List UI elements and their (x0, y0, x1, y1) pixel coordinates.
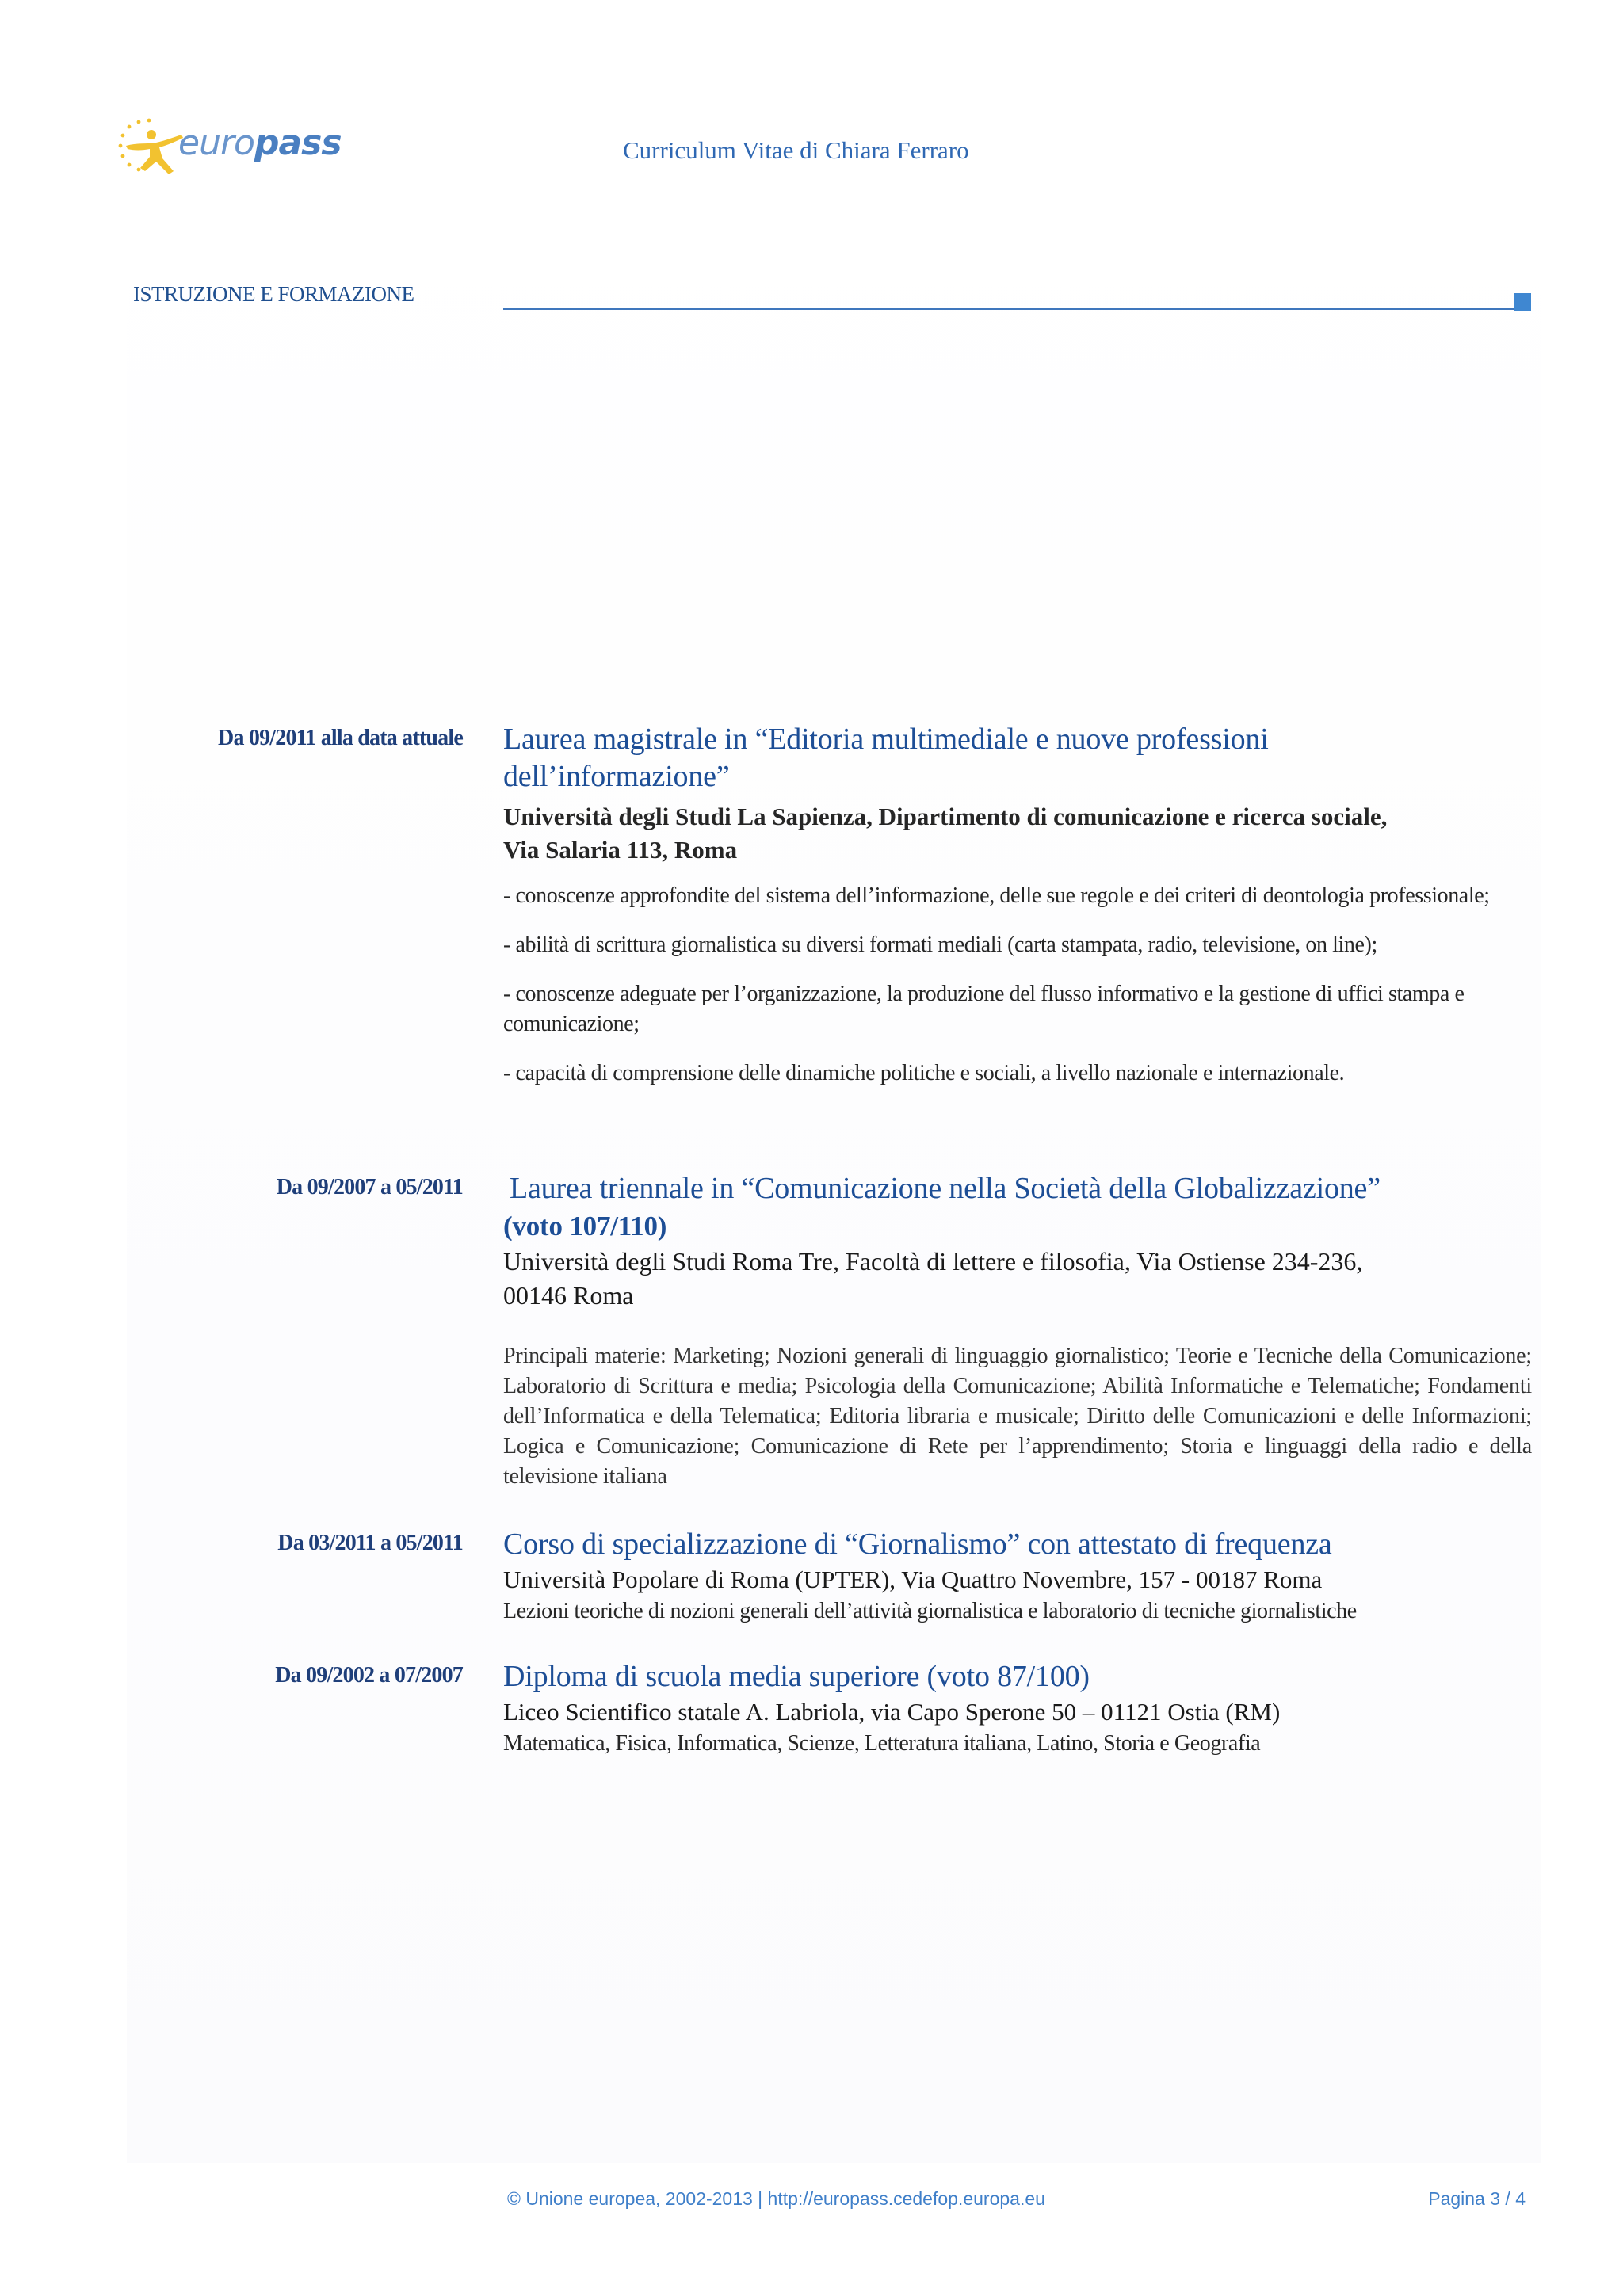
entry-bullet: - capacità di comprensione delle dinamiche politiche e sociali, a livello nazionale e internazionale. (503, 1061, 1345, 1085)
logo-euro-text: euro (178, 123, 254, 163)
entry-body (503, 1658, 1533, 1759)
entry-detail: Lezioni teoriche di nozioni generali dell’attività giornalistica e laboratorio di tecniche giornalistiche (503, 1599, 1357, 1623)
entry-bullet: - conoscenze approfondite del sistema dell’informazione, delle sue regole e dei criteri di deontologia professionale; (503, 883, 1490, 908)
page-number: Pagina 3 / 4 (1428, 2188, 1526, 2209)
entry-title (503, 721, 1533, 795)
entry-grade: (voto 107/110) (503, 1211, 667, 1241)
entry-date: Da 03/2011 a 05/2011 (277, 1531, 463, 1555)
section-heading: ISTRUZIONE E FORMAZIONE (133, 282, 414, 306)
entry-institution (503, 1245, 1533, 1313)
entry-body (503, 721, 1533, 1108)
section-divider (503, 308, 1514, 310)
logo-pass-text: pass (254, 123, 342, 163)
entry-bullet: - conoscenze adeguate per l’organizzazione, la produzione del flusso informativo e la gestione di uffici stampa e comunicazione; (503, 982, 1465, 1036)
entry-date: Da 09/2007 a 05/2011 (276, 1175, 463, 1199)
section-marker-square (1514, 293, 1531, 311)
entry-subjects: Principali materie: Marketing; Nozioni generali di linguaggio giornalistico; Teorie e Tecniche della Comunicazione; Laboratorio di Scrittura e media; Psicologia della Comunicazione; Abilità Informatiche e Telematiche; Fondamenti dell’Informatica e della Telematica; Editoria libraria e musicale; Diritto delle Comunicazioni e delle Informazioni; Logica e Comunicazione; Comunicazione di Rete per l’apprendimento; Storia e linguaggi della radio e della televisione italiana (503, 1344, 1532, 1489)
entry-date: Da 09/2002 a 07/2007 (275, 1663, 463, 1688)
entry-institution: Liceo Scientifico statale A. Labriola, via Capo Sperone 50 – 01121 Ostia (RM) (503, 1698, 1281, 1726)
entry-bullet-list (503, 881, 1533, 1089)
cv-title: Curriculum Vitae di Chiara Ferraro (623, 136, 969, 164)
entry-title: Diploma di scuola media superiore (voto 87/100) (503, 1660, 1090, 1693)
entry-institution (503, 800, 1533, 867)
entry-title-line: Laurea magistrale in “Editoria multimediale e nuove professioni (503, 723, 1269, 756)
entry-title-line: dell’informazione” (503, 760, 730, 793)
entry-body (503, 1526, 1533, 1627)
entry-bullet: - abilità di scrittura giornalistica su diversi formati mediali (carta stampata, radio, televisione, on line); (503, 933, 1377, 957)
europass-logo (115, 111, 345, 182)
europass-wordmark (178, 124, 342, 163)
entry-title: Corso di specializzazione di “Giornalismo” con attestato di frequenza (503, 1527, 1332, 1561)
entry-institution-line: Via Salaria 113, Roma (503, 836, 738, 864)
entry-institution-line: 00146 Roma (503, 1281, 634, 1310)
entry-date: Da 09/2011 alla data attuale (218, 726, 463, 750)
entry-institution-line: Università degli Studi La Sapienza, Dipartimento di comunicazione e ricerca sociale, (503, 803, 1388, 830)
entry-institution: Università Popolare di Roma (UPTER), Via Quattro Novembre, 157 - 00187 Roma (503, 1566, 1323, 1593)
entry-title: Laurea triennale in “Comunicazione nella Società della Globalizzazione” (510, 1172, 1381, 1205)
entry-detail: Matematica, Fisica, Informatica, Scienze, Letteratura italiana, Latino, Storia e Geografia (503, 1731, 1261, 1756)
footer-copyright: © Unione europea, 2002-2013 | http://europass.cedefop.europa.eu (507, 2188, 1045, 2209)
entry-body (503, 1170, 1533, 1492)
entry-institution-line: Università degli Studi Roma Tre, Facoltà di lettere e filosofia, Via Ostiense 234-236, (503, 1247, 1363, 1276)
